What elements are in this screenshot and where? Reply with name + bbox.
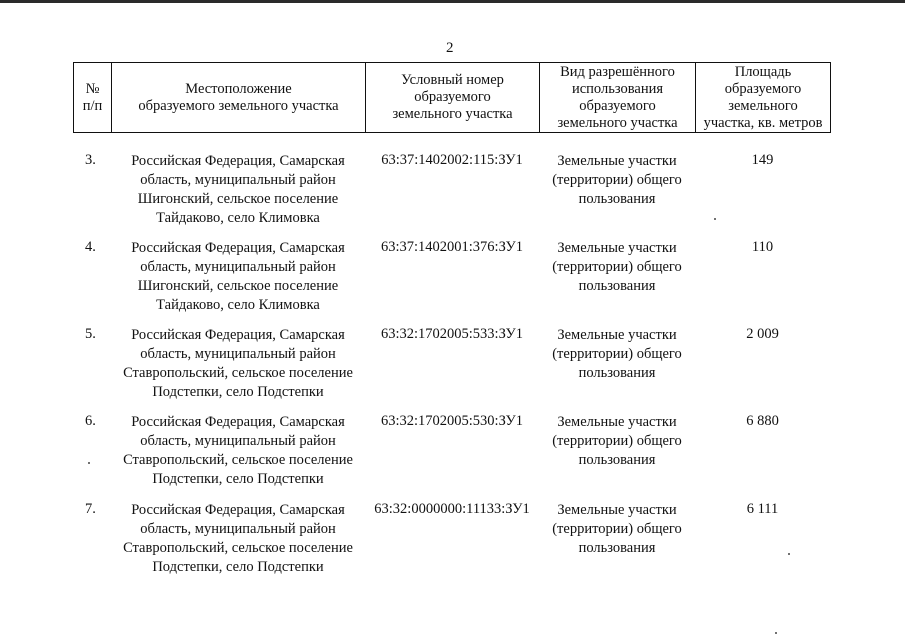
row-number: 4. — [85, 239, 96, 255]
header-usage: Вид разрешённого использования образуемого земельного участка — [540, 63, 696, 133]
table-row — [73, 152, 830, 232]
scan-speck — [775, 632, 777, 634]
header-cadastral: Условный номер образуемого земельного участка — [366, 63, 540, 133]
row-location: Российская Федерация, Самарская область, муниципальный район Шигонский, сельское поселение Тайдаково, село Климовка — [131, 153, 345, 226]
row-number: 7. — [85, 501, 96, 517]
row-usage: Земельные участки (территории) общего пользования — [552, 502, 682, 556]
table-header — [73, 62, 831, 133]
table-row — [73, 326, 830, 406]
scan-speck — [714, 218, 716, 220]
row-area: 6 880 — [746, 413, 779, 429]
header-area: Площадь образуемого земельного участка, кв. метров — [696, 63, 831, 133]
row-usage: Земельные участки (территории) общего пользования — [552, 327, 682, 381]
scan-top-edge — [0, 0, 905, 3]
row-area: 110 — [751, 239, 774, 255]
scan-speck — [788, 553, 790, 555]
row-usage: Земельные участки (территории) общего пользования — [552, 153, 682, 207]
header-num: № п/п — [74, 63, 112, 133]
row-area: 6 111 — [746, 501, 779, 517]
row-number: 3. — [85, 152, 96, 168]
row-area: 149 — [751, 152, 774, 168]
row-cadastral-number: 63:37:1402001:376:ЗУ1 — [380, 239, 524, 255]
row-number: 5. — [85, 326, 96, 342]
scan-speck — [88, 462, 90, 464]
row-usage: Земельные участки (территории) общего пользования — [552, 414, 682, 468]
row-location: Российская Федерация, Самарская область, муниципальный район Ставропольский, сельское поселение Подстепки, село Подстепки — [123, 327, 353, 400]
row-location: Российская Федерация, Самарская область, муниципальный район Шигонский, сельское поселение Тайдаково, село Климовка — [131, 240, 345, 313]
row-cadastral-number: 63:32:1702005:533:ЗУ1 — [380, 326, 524, 342]
row-number: 6. — [85, 413, 96, 429]
row-cadastral-number: 63:32:0000000:11133:ЗУ1 — [374, 501, 530, 517]
row-usage: Земельные участки (территории) общего пользования — [552, 240, 682, 294]
row-area: 2 009 — [746, 326, 779, 342]
header-location: Местоположение образуемого земельного участка — [112, 63, 366, 133]
row-location: Российская Федерация, Самарская область, муниципальный район Ставропольский, сельское поселение Подстепки, село Подстепки — [123, 502, 353, 575]
row-cadastral-number: 63:32:1702005:530:ЗУ1 — [380, 413, 524, 429]
row-location: Российская Федерация, Самарская область, муниципальный район Ставропольский, сельское поселение Подстепки, село Подстепки — [123, 414, 353, 487]
row-cadastral-number: 63:37:1402002:115:ЗУ1 — [381, 152, 523, 168]
page-number: 2 — [446, 40, 454, 56]
table-row — [73, 239, 830, 319]
table-row — [73, 501, 830, 581]
table-row — [73, 413, 830, 493]
